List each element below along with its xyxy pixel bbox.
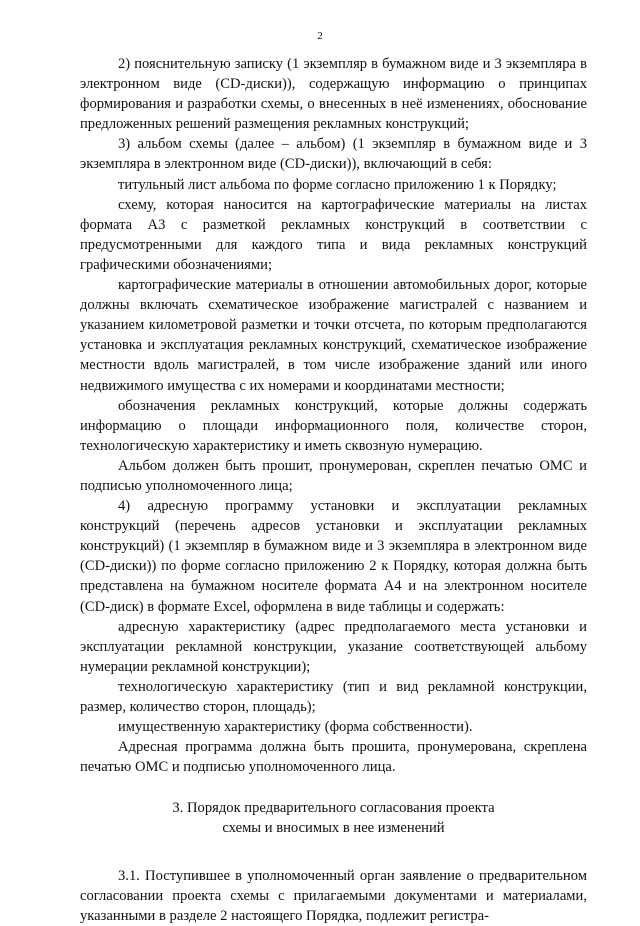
paragraph-program-binding: Адресная программа должна быть прошита, пронумерована, скреплена печатью ОМС и подписью уполномоченного лица. <box>80 739 587 776</box>
paragraph-address-program: 4) адресную программу установки и эксплуатации рекламных конструкций (перечень адресов установки и эксплуатации рекламных конструкций) (1 экземпляр в бумажном виде и 3 экземпляра в электронном виде (CD-диски)) по форме согласно приложению 2 к Порядку, которая должна быть представлена на бумажном носителе формата А4 и на электронном носителе (CD-диск) в формате Excel, оформлена в виде таблицы и содержать: <box>80 498 587 615</box>
paragraph-designations: обозначения рекламных конструкций, которые должны содержать информацию о площади информационного поля, количестве сторон, технологическую характеристику и иметь сквозную нумерацию. <box>80 397 587 454</box>
paragraph-album-binding: Альбом должен быть прошит, пронумерован, скреплен печатью ОМС и подписью уполномоченного лица; <box>80 457 587 494</box>
paragraph-explanatory-note: 2) пояснительную записку (1 экземпляр в бумажном виде и 3 экземпляра в электронном виде (CD-диски)), содержащую информацию о принципах формирования и разработки схемы, о внесенных в неё изменениях, обоснование предложенных решений размещения рекламных конструкций; <box>80 56 587 133</box>
paragraph-cartographic-materials: картографические материалы в отношении автомобильных дорог, которые должны включать схематическое изображение магистралей с названием и указанием километровой разметки и точки отсчета, по которым предполагаются установка и эксплуатация рекламных конструкций, схематическое изображение местности вдоль магистралей, в том числе изображение зданий или иного недвижимого имущества с их номерами и координатами местности; <box>80 277 587 394</box>
paragraph-technological-characteristic: технологическую характеристику (тип и вид рекламной конструкции, размер, количество сторон, площадь); <box>80 678 587 715</box>
section-heading <box>80 798 587 838</box>
page-number: 2 <box>317 30 323 42</box>
section-heading-line-1: 3. Порядок предварительного согласования проекта <box>172 800 495 817</box>
paragraph-album: 3) альбом схемы (далее – альбом) (1 экземпляр в бумажном виде и 3 экземпляра в электронном виде (CD-диски)), включающий в себя: <box>80 136 587 173</box>
paragraph-property-characteristic: имущественную характеристику (форма собственности). <box>118 719 473 736</box>
paragraph-title-sheet: титульный лист альбома по форме согласно приложению 1 к Порядку; <box>118 176 557 193</box>
section-heading-line-2: схемы и вносимых в нее изменений <box>222 820 445 837</box>
paragraph-scheme: схему, которая наносится на картографические материалы на листах формата А3 с разметкой рекламных конструкций в соответствии с предусмотренными для каждого типа и вида рекламных конструкций графическими обозначениями; <box>80 196 587 273</box>
paragraph-address-characteristic: адресную характеристику (адрес предполагаемого места установки и эксплуатации рекламной конструкции, указание соответствующей альбому нумерации рекламной конструкции); <box>80 618 587 675</box>
document-body <box>80 54 587 926</box>
paragraph-3-1: 3.1. Поступившее в уполномоченный орган заявление о предварительном согласовании проекта схемы с прилагаемыми документами и материалами, указанными в разделе 2 настоящего Порядка, подлежит регистра- <box>80 867 587 924</box>
